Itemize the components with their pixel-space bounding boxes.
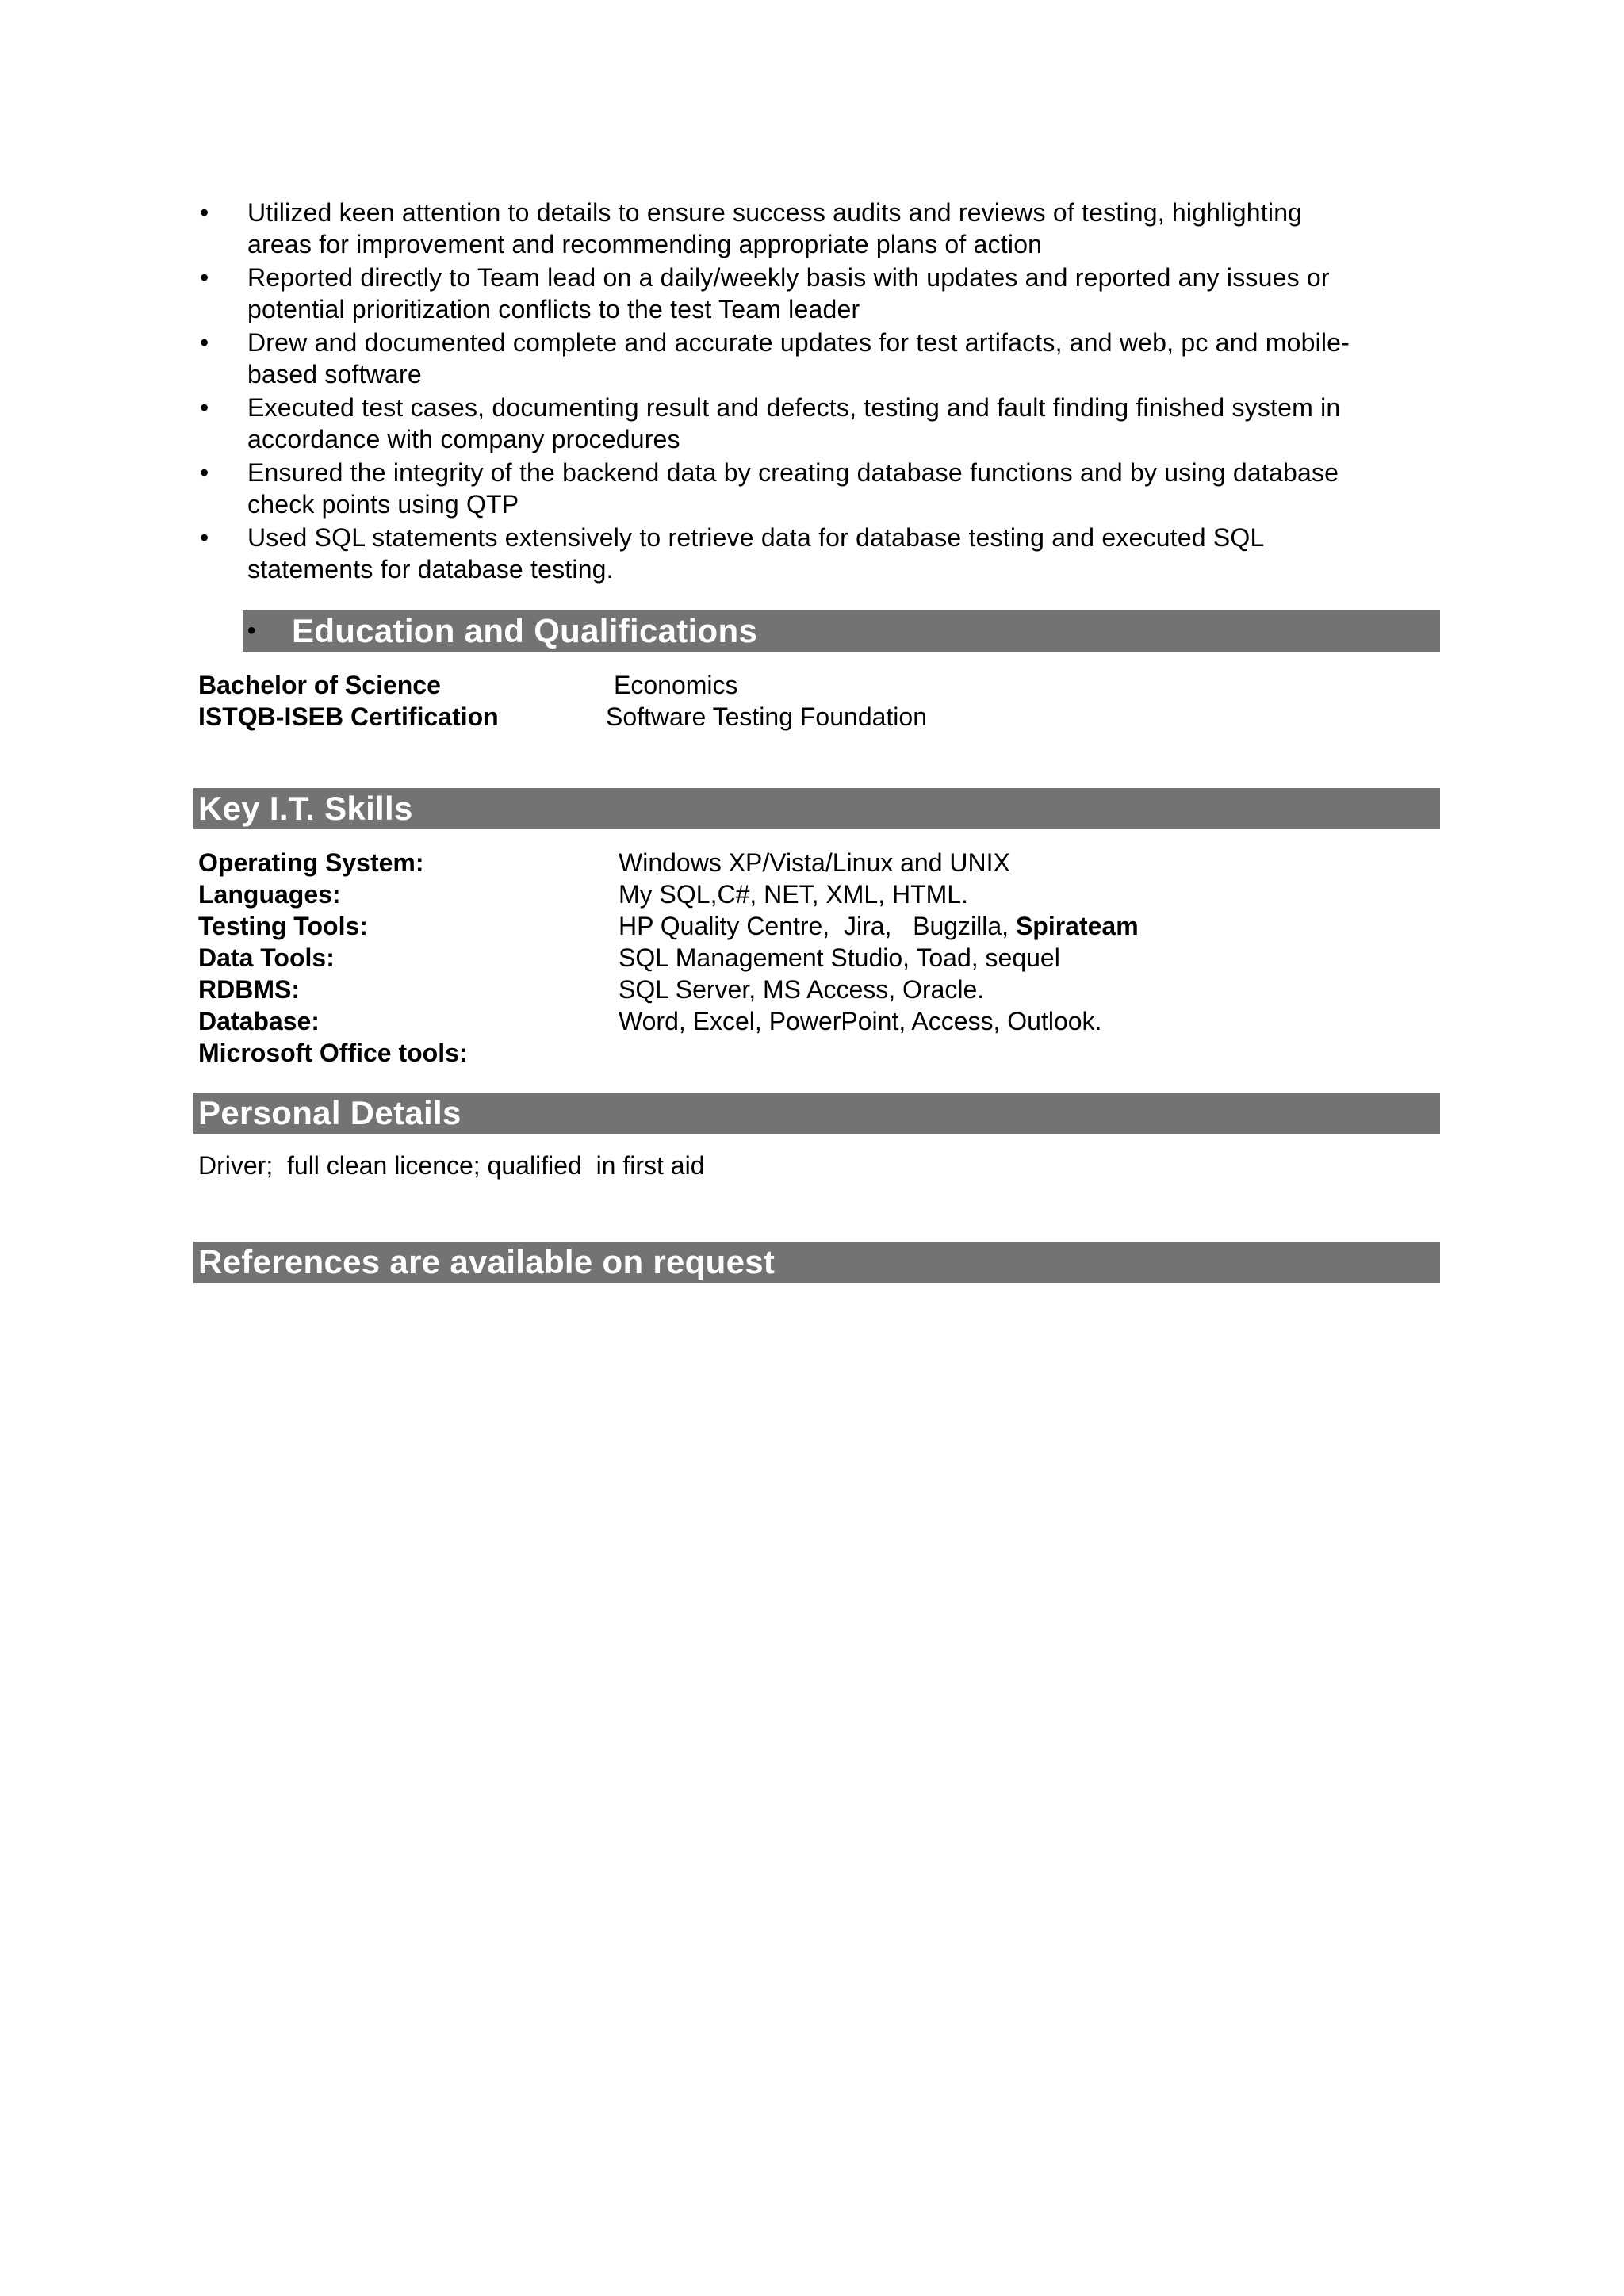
list-item: • Utilized keen attention to details to ensure success audits and reviews of testing, highlighting areas for improvement and recommending appropriate plans of action <box>200 198 1303 258</box>
personal-details-text: Driver; full clean licence; qualified in first aid <box>198 1151 705 1180</box>
skills-row: Data Tools: SQL Management Studio, Toad, sequel <box>198 943 1060 972</box>
references-section-header <box>193 1242 1440 1283</box>
list-item: • Executed test cases, documenting result and defects, testing and fault finding finished system in accordance with company procedures <box>200 393 1341 453</box>
personal-title: Personal Details <box>198 1094 462 1131</box>
skills-rows <box>198 847 1435 1069</box>
skills-section-header <box>193 788 1440 829</box>
list-item: • Drew and documented complete and accurate updates for test artifacts, and web, pc and mobile- based software <box>200 328 1350 388</box>
bullet-icon: • <box>247 618 256 644</box>
responsibilities-list <box>197 197 1434 587</box>
skills-row: Database: Word, Excel, PowerPoint, Access, Outlook. <box>198 1007 1102 1035</box>
skills-row: Languages: My SQL,C#, NET, XML, HTML. <box>198 880 968 909</box>
education-title: Education and Qualifications <box>292 612 758 649</box>
education-section-header <box>243 610 1440 652</box>
references-title: References are available on request <box>198 1243 776 1280</box>
personal-section-header <box>193 1093 1440 1134</box>
skills-row: Microsoft Office tools: <box>198 1039 468 1067</box>
bullet-icon: • <box>200 393 209 422</box>
skills-row: Operating System: Windows XP/Vista/Linux and UNIX <box>198 848 1010 877</box>
skills-title: Key I.T. Skills <box>198 790 413 827</box>
bullet-icon: • <box>200 458 209 487</box>
bullet-icon: • <box>200 328 209 357</box>
list-item: • Used SQL statements extensively to retrieve data for database testing and executed SQL statements for database testing. <box>200 523 1265 584</box>
skills-row: RDBMS: SQL Server, MS Access, Oracle. <box>198 975 985 1004</box>
education-rows <box>198 669 1435 733</box>
bullet-icon: • <box>200 198 209 227</box>
education-row: Bachelor of Science Economics <box>198 671 738 699</box>
education-row: ISTQB-ISEB Certification Software Testing Foundation <box>198 702 927 731</box>
list-item: • Reported directly to Team lead on a daily/weekly basis with updates and reported any issues or potential prioritization conflicts to the test Team leader <box>200 263 1330 323</box>
bullet-icon: • <box>200 263 209 292</box>
bullet-icon: • <box>200 523 209 552</box>
skills-row: Testing Tools: HP Quality Centre, Jira, Bugzilla, Spirateam <box>198 912 1139 940</box>
list-item: • Ensured the integrity of the backend data by creating database functions and by using database check points using QTP <box>200 458 1339 519</box>
